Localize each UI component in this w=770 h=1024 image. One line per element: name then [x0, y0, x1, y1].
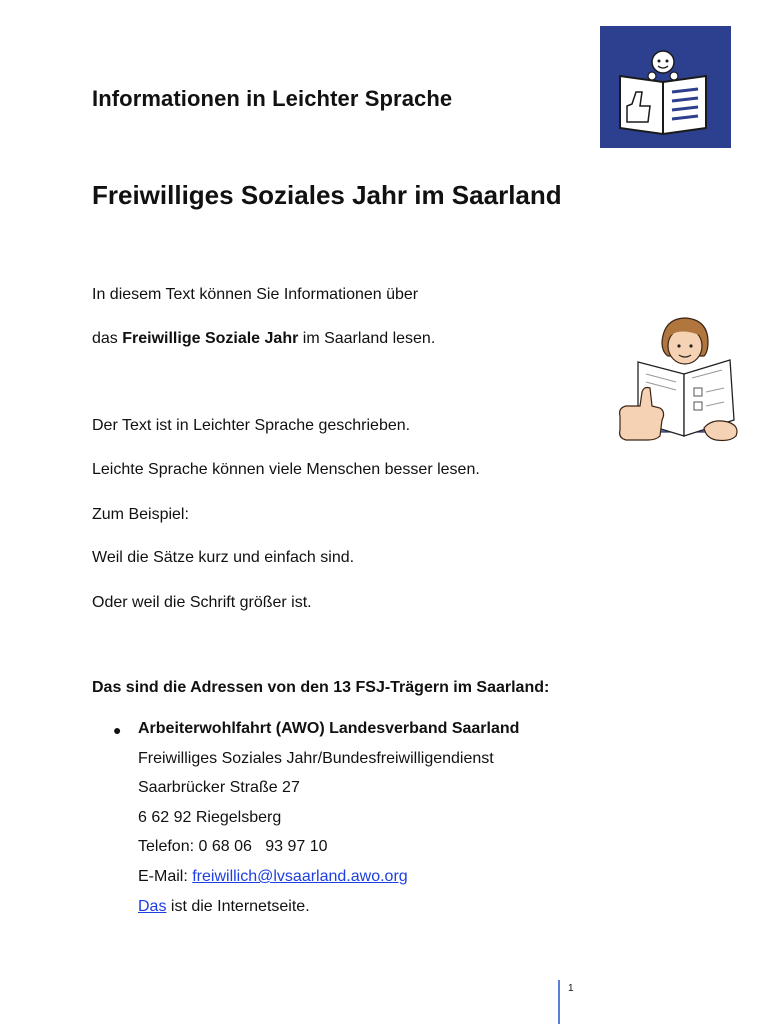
intro-line-1: In diesem Text können Sie Informationen über — [92, 286, 419, 303]
email-link[interactable]: freiwillich@lvsaarland.awo.org — [192, 868, 408, 885]
person-reading-thumbs-up-icon — [612, 312, 748, 444]
website-text: ist die Internetseite. — [166, 898, 310, 915]
intro-line-2-bold: Freiwillige Soziale Jahr — [122, 330, 299, 347]
addresses-heading: Das sind die Adressen von den 13 FSJ-Trägern im Saarland: — [92, 679, 550, 696]
address-phone: Telefon: 0 68 06 93 97 10 — [138, 838, 328, 855]
intro-line-2-pre: das — [92, 330, 123, 347]
explanation-line-4: Weil die Sätze kurz und einfach sind. — [92, 549, 355, 566]
email-label: E-Mail: — [138, 868, 193, 885]
page-number-divider — [558, 980, 560, 1024]
explanation-line-3: Zum Beispiel: — [92, 506, 189, 523]
address-street: Saarbrücker Straße 27 — [138, 779, 300, 796]
intro-line-2 — [92, 329, 435, 349]
document-heading: Freiwilliges Soziales Jahr im Saarland — [92, 180, 562, 210]
address-city: 6 62 92 Riegelsberg — [138, 809, 282, 826]
address-name: Arbeiterwohlfahrt (AWO) Landesverband Saarland — [138, 720, 520, 737]
address-email-row — [138, 868, 408, 886]
explanation-line-5: Oder weil die Schrift größer ist. — [92, 594, 312, 611]
page-number: 1 — [568, 983, 574, 994]
explanation-line-2: Leichte Sprache können viele Menschen besser lesen. — [92, 461, 480, 478]
explanation-line-1: Der Text ist in Leichter Sprache geschrieben. — [92, 417, 411, 434]
bullet-icon: ● — [113, 722, 122, 738]
easy-read-logo-icon — [600, 26, 731, 148]
page-title: Informationen in Leichter Sprache — [92, 86, 453, 111]
address-web-row — [138, 898, 310, 916]
website-link[interactable]: Das — [138, 898, 167, 915]
address-dept: Freiwilliges Soziales Jahr/Bundesfreiwilligendienst — [138, 750, 494, 767]
intro-line-2-post: im Saarland lesen. — [298, 330, 436, 347]
